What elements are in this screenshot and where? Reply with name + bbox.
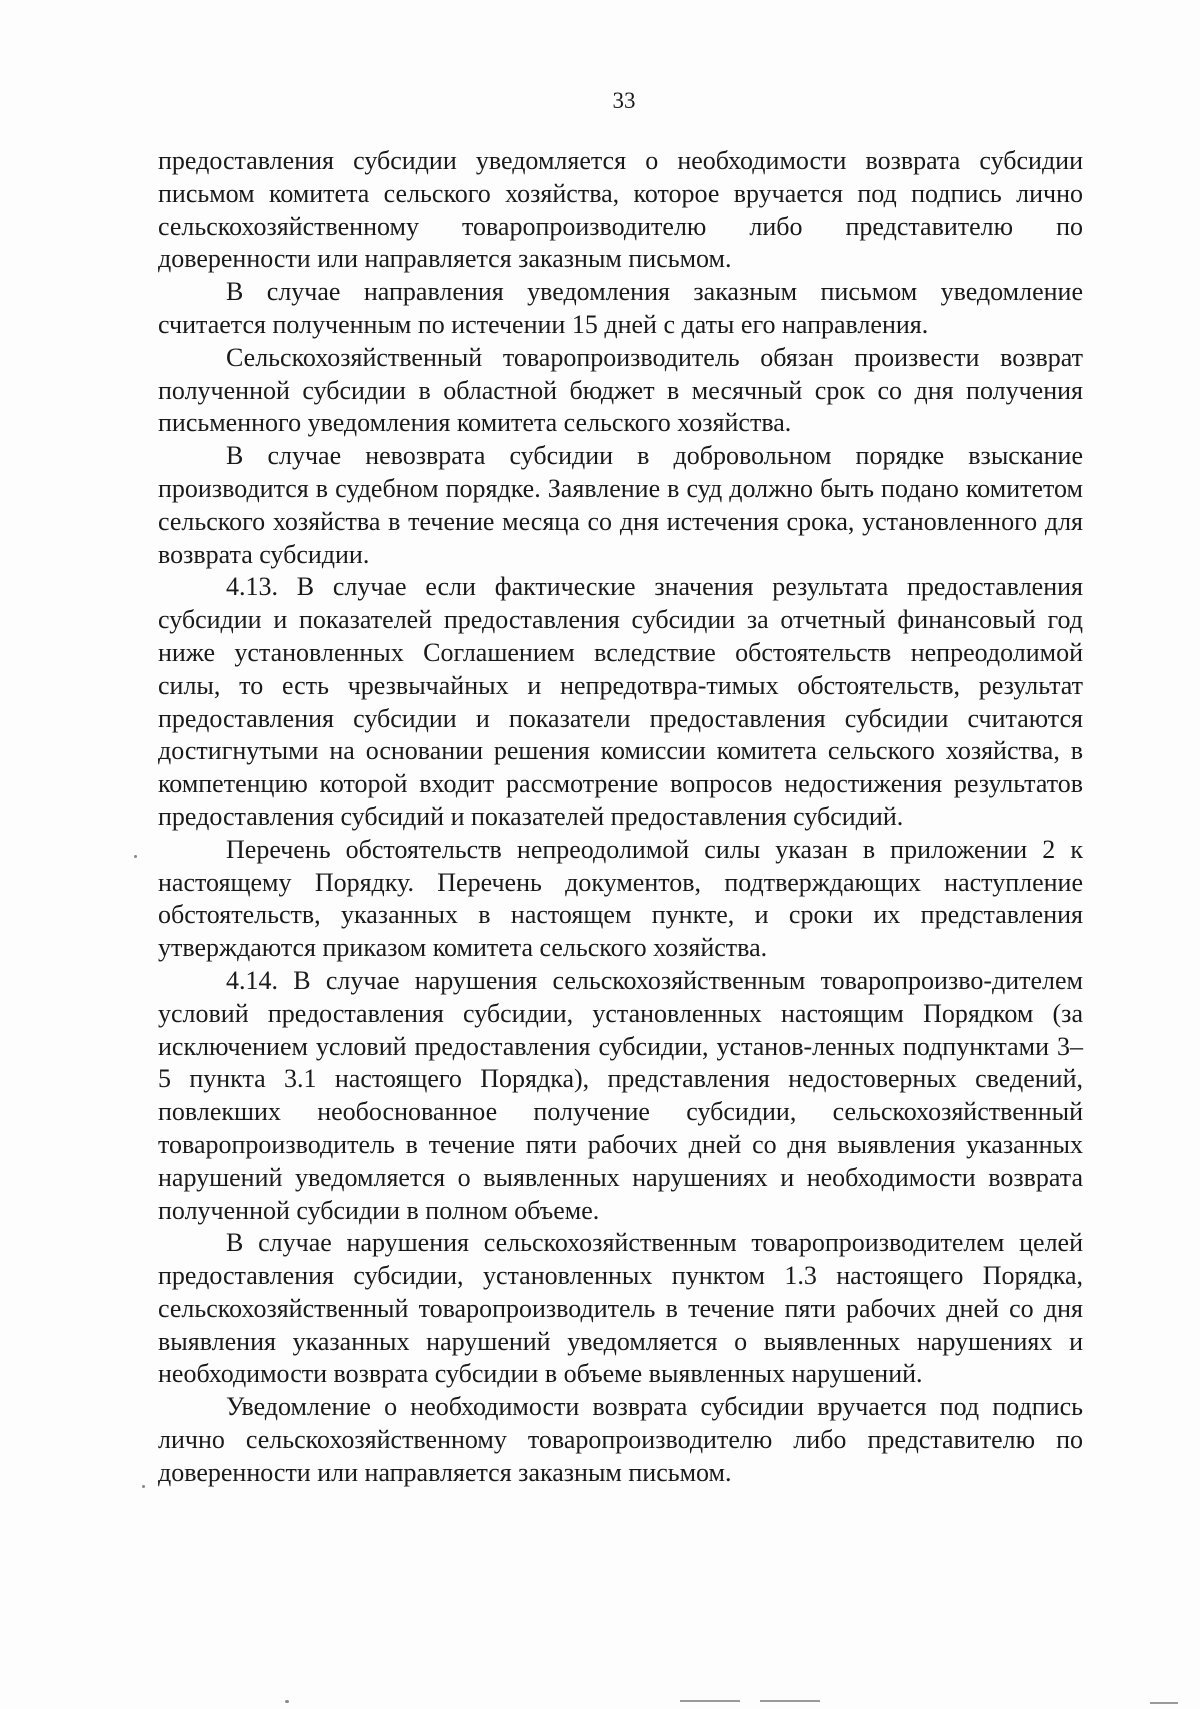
page-number: 33 [612,88,636,113]
paragraph-refund-obligation: Сельскохозяйственный товаропроизводитель обязан произвести возврат полученной субсидии в областной бюджет в месячный срок со дня получения письменного уведомления комитета сельского хозяйства. [158,342,1083,438]
paragraph-continuation: предоставления субсидии уведомляется о необходимости возврата субсидии письмом комитета сельского хозяйства, которое вручается под подпись лично сельскохозяйственному товаропроизводителю либо представителю по доверенности или направляется заказным письмом. [158,146,1083,274]
scan-speck [134,855,137,858]
paragraph-4-14: 4.14. В случае нарушения сельскохозяйственным товаропроизво-дителем условий предоставления субсидии, установленных настоящим Порядком (за исключением условий предоставления субсидии, установ-ленных подпунктами 3–5 пункта 3.1 настоящего Порядка), представления недостоверных сведений, повлекших необоснованное получение субсидии, сельскохозяйственный товаропроизводитель в течение пяти рабочих дней со дня выявления указанных нарушений уведомляется о выявленных нарушениях и необходимости возврата полученной субсидии в полном объеме. [158,965,1083,1225]
scan-speck [285,1700,289,1703]
scan-artifact-line [1150,1702,1178,1704]
paragraph-court-recovery: В случае невозврата субсидии в добровольном порядке взыскание производится в судебном порядке. Заявление в суд должно быть подано комитетом сельского хозяйства в течение месяца со дня истечения срока, установленного для возврата субсидии. [158,441,1083,569]
paragraph-force-majeure-list: Перечень обстоятельств непреодолимой силы указан в приложении 2 к настоящему Порядку. Перечень документов, подтверждающих наступление обстоятельств, указанных в настоящем пункте, и сроки их представления утверждаются приказом комитета сельского хозяйства. [158,834,1083,963]
paragraph-registered-letter: В случае направления уведомления заказным письмом уведомление считается полученным по истечении 15 дней с даты его направления. [158,277,1083,339]
scan-speck [142,1485,145,1488]
paragraph-4-13: 4.13. В случае если фактические значения результата предоставления субсидии и показателей предоставления субсидии за отчетный финансовый год ниже установленных Соглашением вследствие обстоятельств непреодолимой силы, то есть чрезвычайных и непредотвра-тимых обстоятельств, результат предоставления субсидии и показатели предоставления субсидии считаются достигнутыми на основании решения комиссии комитета сельского хозяйства, в компетенцию которой входит рассмотрение вопросов недостижения результатов предоставления субсидий и показателей предоставления субсидий. [158,572,1083,831]
scan-artifact-line [760,1700,820,1702]
document-body [158,145,1083,1490]
scan-artifact-line [680,1700,740,1702]
paragraph-purpose-violation: В случае нарушения сельскохозяйственным товаропроизводителем целей предоставления субсидии, установленных пунктом 1.3 настоящего Порядка, сельскохозяйственный товаропроизводитель в течение пяти рабочих дней со дня выявления указанных нарушений уведомляется о выявленных нарушениях и необходимости возврата субсидии в объеме выявленных нарушений. [158,1228,1083,1389]
paragraph-notice-delivery: Уведомление о необходимости возврата субсидии вручается под подпись лично сельскохозяйственному товаропроизводителю либо представителю по доверенности или направляется заказным письмом. [158,1392,1083,1487]
